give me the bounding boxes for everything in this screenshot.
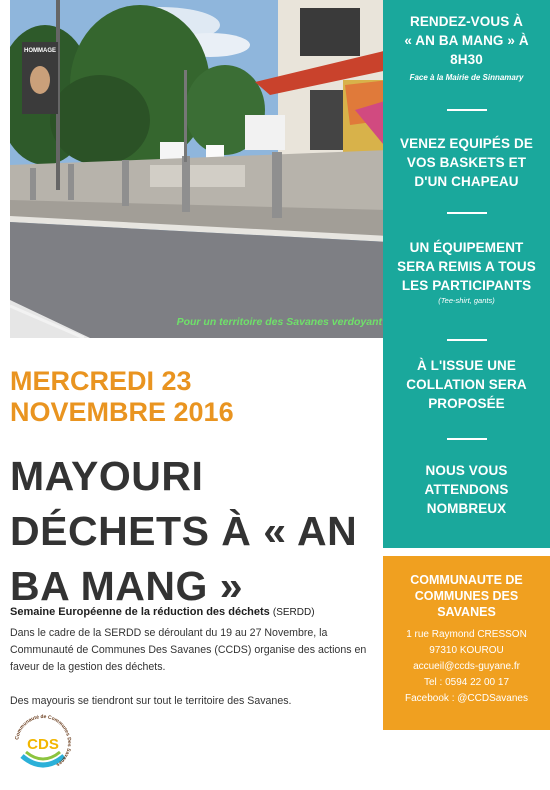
waiting-block bbox=[383, 461, 550, 518]
rendezvous-block bbox=[383, 12, 550, 83]
description-paragraph-2: Des mayouris se tiendront sur tout le territoire des Savanes. bbox=[10, 695, 292, 707]
waiting-line-2: ATTENDONS bbox=[424, 482, 509, 497]
date-line-2: NOVEMBRE 2016 bbox=[10, 397, 234, 427]
waiting-line-1: NOUS VOUS bbox=[425, 463, 508, 478]
equipped-line-1: VENEZ EQUIPÉS DE bbox=[400, 136, 533, 151]
street-scene-image bbox=[10, 0, 388, 338]
divider bbox=[447, 438, 487, 440]
equipment-line-3: LES PARTICIPANTS bbox=[401, 278, 532, 293]
location-note: Face à la Mairie de Sinnamary bbox=[409, 73, 524, 82]
equipped-block bbox=[383, 134, 550, 191]
rendezvous-line-2: « AN BA MANG » À bbox=[404, 33, 529, 48]
date-line-1: MERCREDI 23 bbox=[10, 366, 192, 396]
logo-ring-text: Communauté de Communes Des Savanes bbox=[14, 713, 73, 768]
event-photo bbox=[10, 0, 388, 338]
equipment-line-2: SERA REMIS A TOUS bbox=[397, 259, 536, 274]
rendezvous-line-1: RENDEZ-VOUS À bbox=[409, 14, 524, 29]
collation-block bbox=[383, 356, 550, 413]
title-line-2: DÉCHETS À « AN bbox=[10, 508, 358, 554]
equipment-note: (Tee-shirt, gants) bbox=[438, 296, 495, 305]
collation-line-1: À L'ISSUE UNE bbox=[416, 358, 517, 373]
city-line: 97310 KOUROU bbox=[429, 645, 504, 656]
org-line-3: SAVANES bbox=[437, 605, 496, 619]
event-subtitle bbox=[10, 606, 380, 618]
equipped-line-2: VOS BASKETS ET bbox=[406, 155, 527, 170]
rendezvous-line-3: 8H30 bbox=[450, 52, 483, 67]
address-line: 1 rue Raymond CRESSON bbox=[406, 629, 527, 640]
contact-box bbox=[383, 556, 550, 730]
divider bbox=[447, 212, 487, 214]
title-line-1: MAYOURI bbox=[10, 453, 204, 499]
organization-name bbox=[383, 572, 550, 620]
waiting-line-3: NOMBREUX bbox=[426, 501, 507, 516]
phone-line: Tel : 0594 22 00 17 bbox=[423, 677, 510, 688]
description-paragraph: Dans le cadre de la SERDD se déroulant du 19 au 27 Novembre, la Communauté de Communes Des Savanes (CCDS) organise des actions en faveur de la gestion des déchets. bbox=[10, 627, 367, 673]
event-date bbox=[10, 366, 380, 428]
logo-letters: CDS bbox=[27, 736, 59, 753]
equipped-line-3: D'UN CHAPEAU bbox=[414, 174, 519, 189]
org-line-1: COMMUNAUTE DE bbox=[410, 573, 523, 587]
divider bbox=[447, 109, 487, 111]
subtitle-text: Semaine Européenne de la réduction des déchets bbox=[10, 606, 270, 618]
equipment-line-1: UN ÉQUIPEMENT bbox=[409, 240, 524, 255]
collation-line-2: COLLATION SERA bbox=[406, 377, 527, 392]
divider bbox=[447, 339, 487, 341]
photo-caption: Pour un territoire des Savanes verdoyant bbox=[176, 316, 382, 328]
info-sidebar bbox=[383, 0, 550, 548]
equipment-block bbox=[383, 238, 550, 306]
subtitle-abbr: (SERDD) bbox=[272, 607, 315, 618]
facebook-link[interactable]: Facebook : @CCDSavanes bbox=[405, 693, 528, 704]
event-title bbox=[10, 449, 380, 614]
ccds-logo-icon bbox=[12, 712, 74, 774]
title-line-3: BA MANG » bbox=[10, 563, 244, 609]
collation-line-3: PROPOSÉE bbox=[428, 396, 505, 411]
ccds-logo bbox=[12, 712, 74, 774]
banner-sign-text: HOMMAGE bbox=[24, 48, 56, 54]
email-link[interactable]: accueil@ccds-guyane.fr bbox=[413, 661, 520, 672]
org-line-2: COMMUNES DES bbox=[414, 589, 519, 603]
